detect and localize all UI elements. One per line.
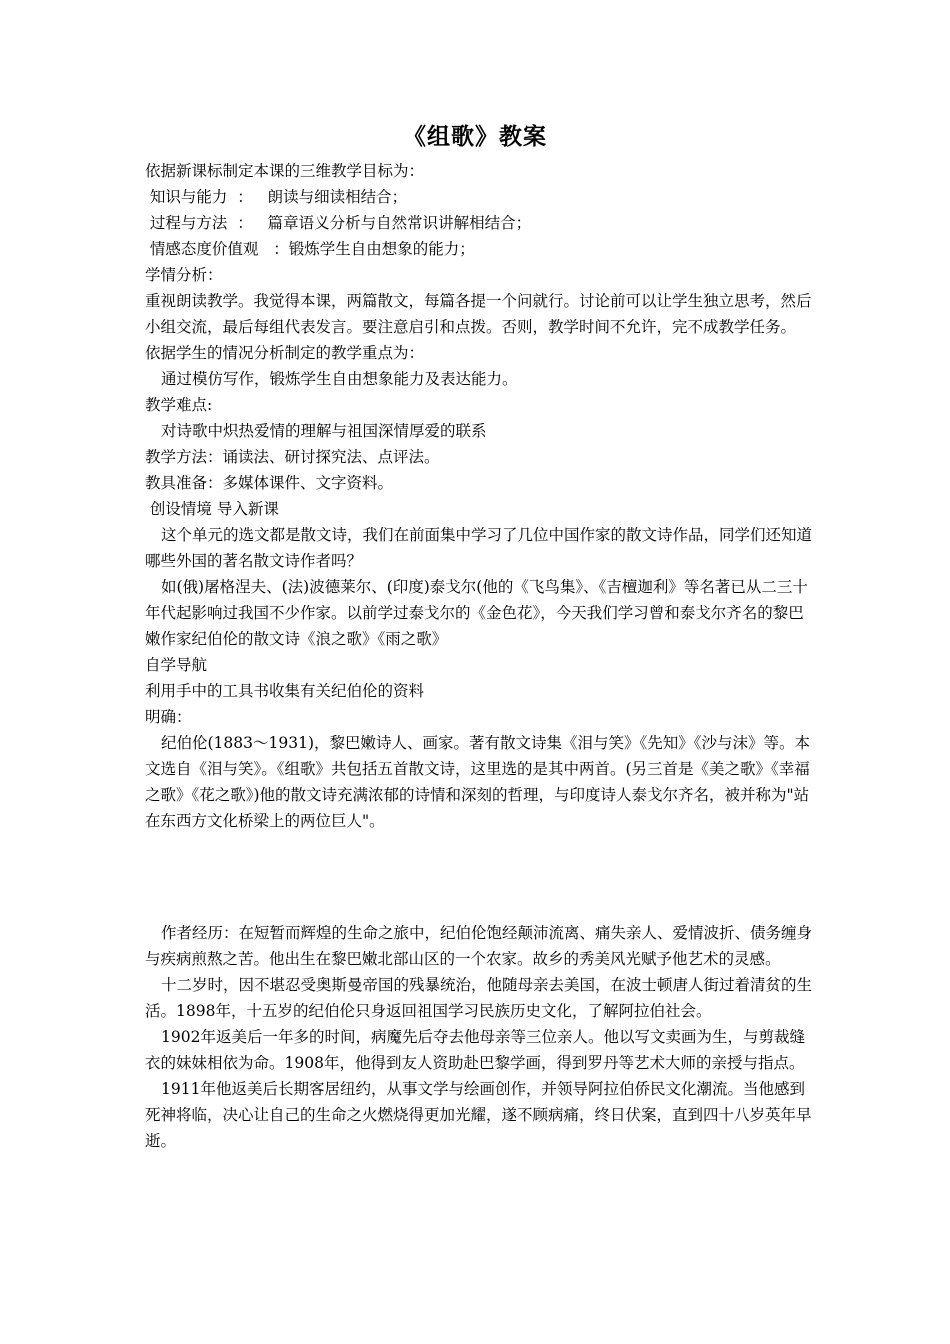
bio-paragraph-3: 1902年返美后一年多的时间，病魔先后夺去他母亲等三位亲人。他以写文卖画为生，与剪裁缝衣的妹妹相依为命。1908年，他得到友人资助赴巴黎学画，得到罗丹等艺术大师的亲授与指点。 bbox=[145, 1028, 805, 1072]
goal-knowledge: 知识与能力 ： 朗读与细读相结合； bbox=[145, 188, 408, 206]
bio-paragraph-1: 作者经历：在短暂而辉煌的生命之旅中，纪伯伦饱经颠沛流离、痛失亲人、爱情波折、债务缠身与疾病煎熬之苦。他出生在黎巴嫩北部山区的一个农家。故乡的秀美风光赋予他艺术的灵感。 bbox=[145, 924, 813, 968]
scene-paragraph-1: 这个单元的选文都是散文诗，我们在前面集中学习了几位中国作家的散文诗作品，同学们还知道哪些外国的著名散文诗作者吗？ bbox=[145, 526, 813, 570]
analysis-heading: 学情分析： bbox=[145, 266, 223, 284]
page-title: 《组歌》教案 bbox=[403, 123, 547, 150]
focus-heading: 依据学生的情况分析制定的教学重点为： bbox=[145, 344, 425, 362]
goal-emotion: 情感态度价值观 ：锻炼学生自由想象的能力； bbox=[145, 240, 475, 258]
scene-heading: 创设情境 导入新课 bbox=[145, 500, 279, 518]
clarify-heading: 明确： bbox=[145, 708, 192, 726]
author-biography bbox=[145, 920, 813, 1154]
analysis-text: 重视朗读教学。我觉得本课，两篇散文，每篇各提一个问就行。讨论前可以让学生独立思考，然后小组交流，最后每组代表发言。要注意启引和点拨。否则，教学时间不允许，完不成教学任务。 bbox=[145, 292, 812, 336]
intro-line: 依据新课标制定本课的三维教学目标为： bbox=[145, 162, 425, 180]
bio-paragraph-4: 1911年他返美后长期客居纽约，从事文学与绘画创作，并领导阿拉伯侨民文化潮流。当他感到死神将临，决心让自己的生命之火燃烧得更加光耀，遂不顾病痛，终日伏案，直到四十八岁英年早逝。 bbox=[145, 1080, 812, 1150]
bio-paragraph-2: 十二岁时，因不堪忍受奥斯曼帝国的残暴统治，他随母亲去美国，在波士顿唐人街过着清贫的生活。1898年，十五岁的纪伯伦只身返回祖国学习民族历史文化，了解阿拉伯社会。 bbox=[145, 976, 813, 1020]
teaching-method: 教学方法：诵读法、研讨探究法、点评法。 bbox=[145, 448, 440, 466]
goal-process: 过程与方法 ： 篇章语义分析与自然常识讲解相结合； bbox=[145, 214, 532, 232]
teaching-tools: 教具准备：多媒体课件、文字资料。 bbox=[145, 474, 394, 492]
lesson-plan-body bbox=[145, 158, 813, 834]
clarify-text: 纪伯伦(1883～1931)，黎巴嫩诗人、画家。著有散文诗集《泪与笑》《先知》《沙与沫》等。本文选自《泪与笑》。《组歌》共包括五首散文诗，这里选的是其中两首。(另三首是《美之歌》《幸福之歌》《花之歌》)他的散文诗充满浓郁的诗情和深刻的哲理，与印度诗人泰戈尔齐名，被并称为"站在东西方文化桥梁上的两位巨人"。 bbox=[145, 734, 810, 830]
self-study-text: 利用手中的工具书收集有关纪伯伦的资料 bbox=[145, 682, 425, 700]
scene-paragraph-2: 如(俄)屠格涅夫、(法)波德莱尔、(印度)泰戈尔(他的《飞鸟集》、《吉檀迦利》等名著已从二三十年代起影响过我国不少作家。以前学过泰戈尔的《金色花》，今天我们学习曾和泰戈尔齐名的黎巴嫩作家纪伯伦的散文诗《浪之歌》《雨之歌》 bbox=[145, 578, 808, 648]
difficulty-heading: 教学难点: bbox=[145, 396, 213, 414]
self-study-heading: 自学导航 bbox=[145, 656, 208, 674]
focus-text: 通过模仿写作，锻炼学生自由想象能力及表达能力。 bbox=[161, 370, 518, 388]
difficulty-text: 对诗歌中炽热爱情的理解与祖国深情厚爱的联系 bbox=[161, 422, 487, 440]
